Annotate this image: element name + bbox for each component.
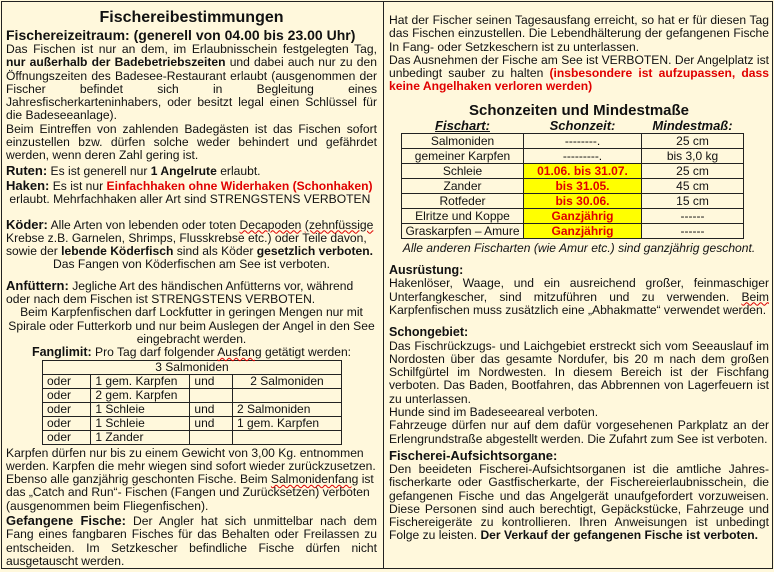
haken-section — [6, 178, 377, 207]
table-cell: 1 Schleie — [91, 416, 190, 430]
table-cell: oder — [43, 388, 91, 402]
anfuettern-text-b: Beim Karpfenfischen darf Lockfutter in geringen Mengen nur mit Spirale oder Futterkorb und nur beim Auslegen der Angel in den See eingebracht werden. — [8, 305, 375, 346]
table-cell: 25 cm — [642, 133, 744, 148]
koeder-line2: Das Fangen von Köderfischen am See ist verboten. — [53, 257, 330, 272]
table-cell: Ganzjährig — [524, 223, 642, 238]
table-cell: 15 cm — [642, 193, 744, 208]
fanglimit-label: Fanglimit: — [31, 345, 92, 360]
col-schonzeit: Schonzeit: — [549, 117, 616, 133]
anfuettern-text-a: Jegliche Art des händischen Anfütterns vor, während oder nach dem Fischen ist STRENGSTENS VERBOTEN. — [6, 278, 354, 307]
fanglimit-line — [6, 346, 377, 359]
table-row — [402, 163, 744, 178]
gefangene-label: Gefangene Fische: — [6, 513, 126, 529]
haken-text-b: erlaubt. Mehrfachhaken aller Art sind STRENGSTENS VERBOTEN — [9, 192, 371, 207]
tagesausfang-text: Hat der Fischer seinen Tagesausfang erreicht, so hat er für diesen Tag das Fischen einzustellen. Die Lebendhälterung der gefangenen Fische In Fang- oder Setzkeschern ist zu unterlassen. — [389, 13, 769, 54]
haken-label: Haken: — [6, 177, 50, 193]
ausruestung-text — [389, 277, 769, 317]
table-cell: 1 gem. Karpfen — [91, 374, 190, 388]
table-cell: 2 gem. Karpfen — [91, 388, 190, 402]
fanglimit-text-b: getätigt werden: — [264, 345, 352, 360]
table-cell: oder — [43, 416, 91, 430]
fanglimit-ausfang: Ausfang — [217, 345, 262, 360]
table-cell: bis 30.06. — [524, 193, 642, 208]
koeder-text-a: Alle Arten von lebenden oder toten — [50, 217, 237, 232]
table-cell: 01.06. bis 31.07. — [524, 163, 642, 178]
table-cell: und — [190, 402, 233, 416]
table-cell — [190, 388, 233, 402]
schonzeiten-table — [401, 119, 744, 239]
table-cell: 2 Salmoniden — [233, 374, 342, 388]
table-cell — [233, 430, 342, 444]
table-cell: --------. — [524, 133, 642, 148]
badegaeste-text: Beim Eintreffen von zahlenden Badegästen ist das Fischen sofort einzustellen bzw. dürfen solche weder behindert und gefährdet werden, wenn deren Zahl gering ist. — [6, 121, 377, 163]
ruten-section — [6, 163, 377, 178]
table-row — [402, 223, 744, 238]
table-cell — [190, 430, 233, 444]
table-cell: ---------. — [524, 148, 642, 163]
haken-text-red: Einfachhaken ohne Widerhaken (Schonhaken) — [106, 178, 373, 193]
table-cell: oder — [43, 374, 91, 388]
ausnehmen-text-red: (insbesondere ist aufzupassen, dass keine Angelhaken verloren werden) — [389, 66, 769, 94]
karpfen-text-b: ist das „Catch and Run“- Fischen (Fangen und Zurücksetzen) verboten (ausgenommen beim Fliegenfischen). — [6, 472, 374, 513]
regulations-page — [1, 1, 773, 569]
ruten-text-c: erlaubt. — [220, 163, 261, 178]
ausruestung-text-b: Karpfenfischen muss zusätzlich eine „Abhakmatte“ verwendet werden. — [389, 302, 767, 317]
right-column — [389, 14, 769, 543]
table-row — [43, 402, 342, 416]
fischereizeit-heading: Fischereizeitraum: (generell von 04.00 bis 23.00 Uhr) — [6, 27, 356, 43]
ausruestung-text-a: Hakenlöser, Waage, und ein ausreichend großer, feinmaschiger Unterfangkescher, sind mitzuführen und zu verwenden. — [389, 276, 769, 304]
table-cell: ------ — [642, 208, 744, 223]
table-cell: bis 3,0 kg — [642, 148, 744, 163]
col-fischart: Fischart: — [435, 117, 490, 133]
haken-text-a: Es ist nur — [52, 178, 104, 193]
page-title: Fischereibestimmungen — [99, 9, 284, 26]
table-cell: ------ — [642, 223, 744, 238]
koeder-text-b: Krebse z.B. Garnelen, Shrimps, Flusskrebse etc.) oder Teile davon, sowie der — [6, 230, 367, 259]
karpfen-text — [6, 447, 377, 513]
col-mindestmass: Mindestmaß: — [652, 117, 733, 133]
table-cell: Zander — [402, 178, 524, 193]
schongebiet-text: Das Fischrückzugs- und Laichgebiet erstreckt sich vom Seeauslauf im Nordosten über das gesamte Nordufer, bis 20 m nach dem großen Schilfgürtel im Nordwesten. In diesem Bereich ist der Fischfang verboten. Das Baden, Bootfahren, das Abbrennen von Lagerfeuern ist zu unterlassen. — [389, 338, 769, 406]
table-cell: und — [190, 374, 233, 388]
ruten-label: Ruten: — [6, 162, 48, 178]
koeder-text-c: sind als Köder — [176, 244, 254, 259]
table-cell: Schleie — [402, 163, 524, 178]
schonzeiten-note: Alle anderen Fischarten (wie Amur etc.) sind ganzjährig geschont. — [402, 240, 756, 255]
koeder-bold-1: lebende Köderfisch — [61, 244, 174, 259]
fischereizeit-text-c: und dabei auch nur zu den Öffnungszeiten des Badesee-Restaurant erlaubt (ausgenommen der Fischer befindet sich in Begleitung eines Jahresfischerkarteninhabers, oder besitzt legal einen Schlüssel für die Badeseeanlage). — [6, 55, 377, 123]
koeder-label: Köder: — [6, 216, 48, 232]
fahrzeuge-text: Fahrzeuge dürfen nur auf dem dafür vorgesehenen Parkplatz an der Erlengrundstraße abgestellt werden. Die Zufahrt zum See ist verboten. — [389, 418, 769, 446]
ruten-text-a: Es ist generell nur — [50, 163, 148, 178]
fanglimit-table — [42, 360, 342, 445]
koeder-bold-2: gesetzlich verboten. — [256, 244, 374, 259]
table-header-row — [402, 119, 744, 134]
koeder-decapoden: Decapoden — [239, 217, 302, 232]
ausruestung-beim: Beim — [741, 289, 769, 304]
table-cell: oder — [43, 402, 91, 416]
table-row — [402, 208, 744, 223]
table-row — [43, 374, 342, 388]
gefangene-section — [6, 513, 377, 568]
table-cell: Ganzjährig — [524, 208, 642, 223]
ausnehmen-text — [389, 54, 769, 94]
table-cell: bis 31.05. — [524, 178, 642, 193]
koeder-section — [6, 217, 377, 259]
table-cell: 2 Salmoniden — [233, 402, 342, 416]
table-row — [43, 360, 342, 374]
schongebiet-label: Schongebiet: — [389, 325, 469, 340]
table-row — [402, 193, 744, 208]
schonzeiten-heading: Schonzeiten und Mindestmaße — [468, 101, 690, 119]
aufsicht-text — [389, 463, 769, 543]
karpfen-text-a: Karpfen dürfen nur bis zu einem Gewicht von 3,00 Kg. entnommen werden. Karpfen die mehr wiegen sind sofort wieder zurückzusetzen. Ebenso alle ganzjährig geschonten Fische. Beim — [6, 445, 376, 487]
table-cell: Elritze und Koppe — [402, 208, 524, 223]
fanglimit-text-a: Pro Tag darf folgender — [95, 345, 215, 360]
table-cell: 45 cm — [642, 178, 744, 193]
table-cell — [233, 388, 342, 402]
table-cell: 1 gem. Karpfen — [233, 416, 342, 430]
gefangene-text: Der Angler hat sich unmittelbar nach dem Fang eines fangbaren Fisches für das Behalten oder Freilassen zu entscheiden. Im Setzkescher befindliche Fische dürfen nicht ausgetauscht werden. — [6, 514, 377, 568]
table-row — [43, 430, 342, 444]
hunde-text: Hunde sind im Badeseeareal verboten. — [389, 405, 599, 420]
fischereizeit-text-bold: nur außerhalb der Badebetriebszeiten — [6, 55, 226, 70]
fischereizeit-text — [6, 43, 377, 123]
table-cell: Salmoniden — [402, 133, 524, 148]
table-row — [43, 416, 342, 430]
table-cell: 1 Schleie — [91, 402, 190, 416]
aufsicht-label: Fischerei-Aufsichtsorgane: — [389, 447, 558, 463]
karpfen-salmonidenfang: Salmonidenfang — [270, 472, 359, 487]
column-divider — [383, 2, 384, 568]
koeder-zehnfuessige: (zehnfüssige — [304, 217, 374, 232]
table-cell: Graskarpfen – Amure — [402, 223, 524, 238]
table-row — [402, 178, 744, 193]
table-cell: Rotfeder — [402, 193, 524, 208]
anfuettern-label: Anfüttern: — [6, 277, 69, 293]
table-cell: 25 cm — [642, 163, 744, 178]
table-cell: gemeiner Karpfen — [402, 148, 524, 163]
ausnehmen-text-a: Das Ausnehmen der Fische am See ist VERBOTEN. Der Angelplatz ist unbedingt sauber zu halten — [389, 52, 769, 81]
fanglimit-header: 3 Salmoniden — [43, 360, 342, 374]
left-column — [6, 6, 377, 568]
table-cell: 1 Zander — [91, 430, 190, 444]
anfuettern-section — [6, 278, 377, 307]
aufsicht-text-bold: Der Verkauf der gefangenen Fische ist verboten. — [480, 528, 759, 543]
table-row — [402, 133, 744, 148]
table-row — [43, 388, 342, 402]
aufsicht-text-a: Den beeideten Fischerei-Aufsichtsorganen ist die amtliche Jahres-fischerkarte oder Gastfischerkarte, der Fischereierlaubnisschein, die gefangenen Fische und das Angelgerät unaufgefordert vorzuweisen. Diese Personen sind auch berechtigt, Gepäckstücke, Fahrzeuge und Fischereigeräte zu kontrollieren. Ihren Anweisungen ist unbedingt Folge zu leisten. — [389, 461, 769, 543]
table-cell: und — [190, 416, 233, 430]
ruten-text-bold: 1 Angelrute — [150, 163, 217, 178]
ausruestung-label: Ausrüstung: — [389, 263, 464, 278]
table-row — [402, 148, 744, 163]
table-cell: oder — [43, 430, 91, 444]
fischereizeit-text-a: Das Fischen ist nur an dem, im Erlaubnisschein festgelegten Tag, — [6, 42, 377, 56]
